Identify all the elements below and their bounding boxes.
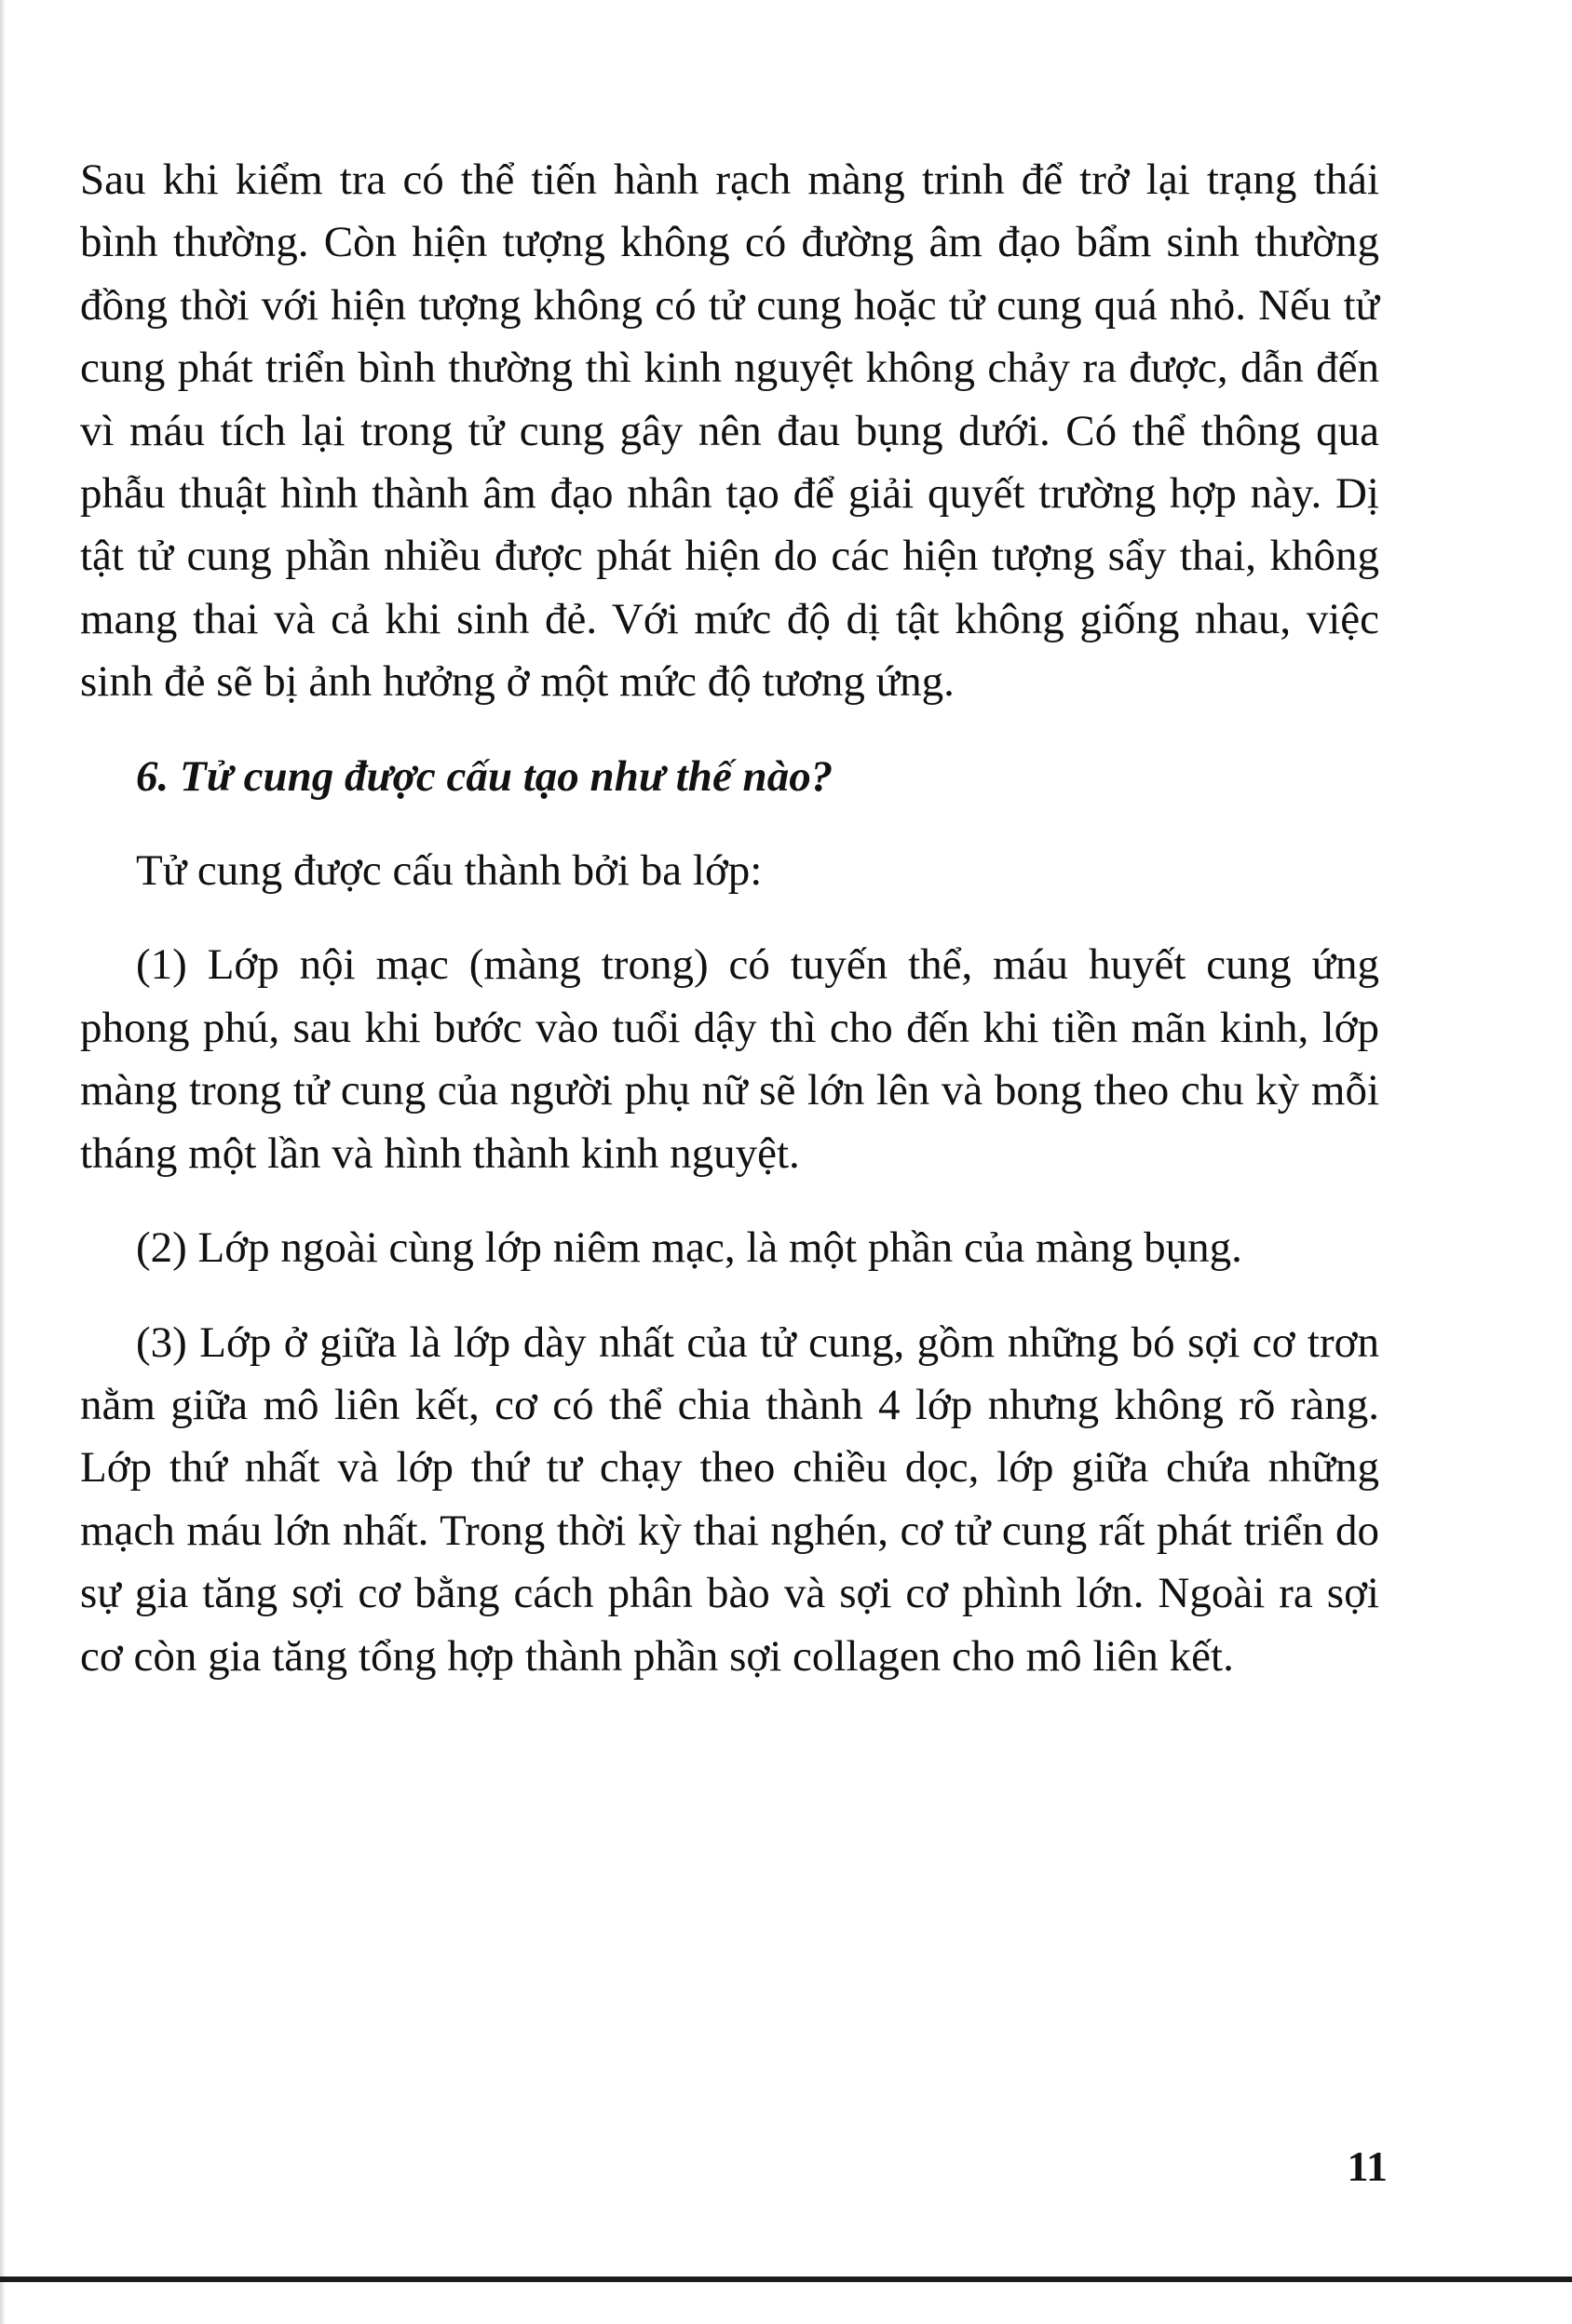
- paragraph-layer-1: (1) Lớp nội mạc (màng trong) có tuyến thể, máu huyết cung ứng phong phú, sau khi bước vào tuổi dậy thì cho đến khi tiền mãn kinh, lớp màng trong tử cung của người phụ nữ sẽ lớn lên và bong theo chu kỳ mỗi tháng một lần và hình thành kinh nguyệt.: [80, 940, 1379, 1178]
- section-heading: 6. Tử cung được cấu tạo như thế nào?: [136, 751, 833, 801]
- page-edge-shadow: [0, 0, 6, 2324]
- page-number: 11: [1347, 2142, 1388, 2190]
- body-text: [80, 149, 1379, 1688]
- bottom-border-line: [0, 2277, 1572, 2282]
- paragraph-intro: Tử cung được cấu thành bởi ba lớp:: [136, 846, 763, 896]
- paragraph-layer-2: (2) Lớp ngoài cùng lớp niêm mạc, là một phần của màng bụng.: [136, 1223, 1242, 1273]
- paragraph-continuation: Sau khi kiểm tra có thể tiến hành rạch màng trinh để trở lại trạng thái bình thường. Còn hiện tượng không có đường âm đạo bẩm sinh thường đồng thời với hiện tượng không có tử cung hoặc tử cung quá nhỏ. Nếu tử cung phát triển bình thường thì kinh nguyệt không chảy ra được, dẫn đến vì máu tích lại trong tử cung gây nên đau bụng dưới. Có thể thông qua phẫu thuật hình thành âm đạo nhân tạo để giải quyết trường hợp này. Dị tật tử cung phần nhiều được phát hiện do các hiện tượng sẩy thai, không mang thai và cả khi sinh đẻ. Với mức độ dị tật không giống nhau, việc sinh đẻ sẽ bị ảnh hưởng ở một mức độ tương ứng.: [80, 155, 1379, 707]
- paragraph-layer-3: (3) Lớp ở giữa là lớp dày nhất của tử cung, gồm những bó sợi cơ trơn nằm giữa mô liên kết, cơ có thể chia thành 4 lớp nhưng không rõ ràng. Lớp thứ nhất và lớp thứ tư chạy theo chiều dọc, lớp giữa chứa những mạch máu lớn nhất. Trong thời kỳ thai nghén, cơ tử cung rất phát triển do sự gia tăng sợi cơ bằng cách phân bào và sợi cơ phình lớn. Ngoài ra sợi cơ còn gia tăng tổng hợp thành phần sợi collagen cho mô liên kết.: [80, 1317, 1379, 1681]
